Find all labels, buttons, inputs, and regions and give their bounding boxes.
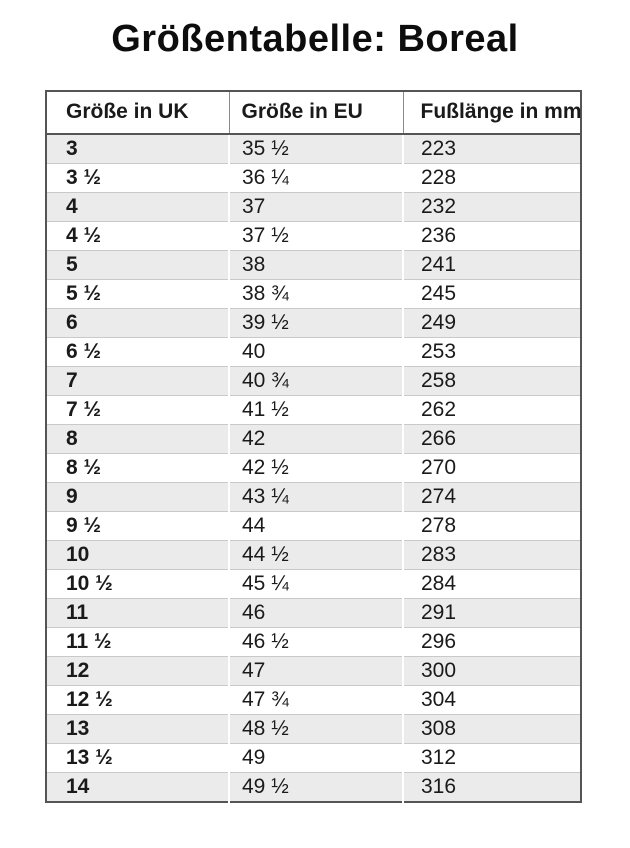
cell-eu: 45 ¼ — [229, 570, 403, 599]
table-row — [46, 251, 581, 280]
cell-mm: 262 — [403, 396, 581, 425]
table-row — [46, 483, 581, 512]
cell-uk: 6 — [46, 309, 229, 338]
cell-mm: 266 — [403, 425, 581, 454]
cell-mm: 236 — [403, 222, 581, 251]
cell-eu: 36 ¼ — [229, 164, 403, 193]
cell-eu: 40 ¾ — [229, 367, 403, 396]
table-row — [46, 541, 581, 570]
cell-uk: 4 ½ — [46, 222, 229, 251]
cell-uk: 5 — [46, 251, 229, 280]
cell-eu: 43 ¼ — [229, 483, 403, 512]
cell-mm: 223 — [403, 134, 581, 164]
col-header-mm: Fußlänge in mm — [403, 91, 581, 134]
cell-uk: 11 ½ — [46, 628, 229, 657]
cell-uk: 13 — [46, 715, 229, 744]
cell-eu: 37 ½ — [229, 222, 403, 251]
cell-uk: 10 — [46, 541, 229, 570]
table-row — [46, 744, 581, 773]
cell-eu: 48 ½ — [229, 715, 403, 744]
cell-mm: 304 — [403, 686, 581, 715]
cell-eu: 39 ½ — [229, 309, 403, 338]
table-row — [46, 367, 581, 396]
cell-mm: 253 — [403, 338, 581, 367]
table-row — [46, 396, 581, 425]
cell-uk: 6 ½ — [46, 338, 229, 367]
table-row — [46, 425, 581, 454]
cell-uk: 8 — [46, 425, 229, 454]
cell-mm: 232 — [403, 193, 581, 222]
cell-uk: 7 ½ — [46, 396, 229, 425]
cell-mm: 249 — [403, 309, 581, 338]
table-row — [46, 222, 581, 251]
table-row — [46, 715, 581, 744]
table-row — [46, 309, 581, 338]
cell-mm: 284 — [403, 570, 581, 599]
cell-uk: 5 ½ — [46, 280, 229, 309]
cell-mm: 245 — [403, 280, 581, 309]
cell-eu: 47 ¾ — [229, 686, 403, 715]
cell-uk: 4 — [46, 193, 229, 222]
col-header-uk: Größe in UK — [46, 91, 229, 134]
page-title: Größentabelle: Boreal — [111, 18, 519, 60]
table-body — [46, 134, 581, 802]
cell-eu: 42 — [229, 425, 403, 454]
cell-uk: 14 — [46, 773, 229, 803]
cell-uk: 8 ½ — [46, 454, 229, 483]
cell-eu: 42 ½ — [229, 454, 403, 483]
cell-mm: 312 — [403, 744, 581, 773]
cell-mm: 278 — [403, 512, 581, 541]
table-row — [46, 599, 581, 628]
cell-eu: 47 — [229, 657, 403, 686]
table-row — [46, 164, 581, 193]
table-row — [46, 338, 581, 367]
table-row — [46, 628, 581, 657]
cell-uk: 9 — [46, 483, 229, 512]
table-row — [46, 193, 581, 222]
cell-uk: 9 ½ — [46, 512, 229, 541]
cell-uk: 7 — [46, 367, 229, 396]
cell-eu: 49 — [229, 744, 403, 773]
cell-uk: 13 ½ — [46, 744, 229, 773]
cell-mm: 296 — [403, 628, 581, 657]
cell-eu: 35 ½ — [229, 134, 403, 164]
cell-mm: 241 — [403, 251, 581, 280]
table-header — [46, 91, 581, 134]
header-row — [46, 91, 581, 134]
cell-mm: 283 — [403, 541, 581, 570]
table-row — [46, 512, 581, 541]
size-table — [45, 90, 582, 803]
cell-eu: 49 ½ — [229, 773, 403, 803]
cell-mm: 274 — [403, 483, 581, 512]
table-row — [46, 570, 581, 599]
cell-eu: 38 — [229, 251, 403, 280]
cell-mm: 258 — [403, 367, 581, 396]
cell-eu: 41 ½ — [229, 396, 403, 425]
table-row — [46, 657, 581, 686]
cell-eu: 46 ½ — [229, 628, 403, 657]
col-header-eu: Größe in EU — [229, 91, 403, 134]
cell-mm: 291 — [403, 599, 581, 628]
cell-eu: 44 ½ — [229, 541, 403, 570]
table-row — [46, 773, 581, 803]
cell-uk: 12 — [46, 657, 229, 686]
table-row — [46, 686, 581, 715]
table-row — [46, 454, 581, 483]
cell-eu: 46 — [229, 599, 403, 628]
table-row — [46, 134, 581, 164]
cell-mm: 308 — [403, 715, 581, 744]
cell-eu: 37 — [229, 193, 403, 222]
cell-uk: 3 ½ — [46, 164, 229, 193]
cell-uk: 10 ½ — [46, 570, 229, 599]
cell-mm: 316 — [403, 773, 581, 803]
table-row — [46, 280, 581, 309]
cell-mm: 270 — [403, 454, 581, 483]
cell-uk: 12 ½ — [46, 686, 229, 715]
cell-eu: 38 ¾ — [229, 280, 403, 309]
cell-uk: 3 — [66, 137, 78, 160]
cell-eu: 44 — [229, 512, 403, 541]
cell-mm: 228 — [403, 164, 581, 193]
cell-eu: 40 — [229, 338, 403, 367]
cell-uk: 11 — [46, 599, 229, 628]
cell-mm: 300 — [403, 657, 581, 686]
